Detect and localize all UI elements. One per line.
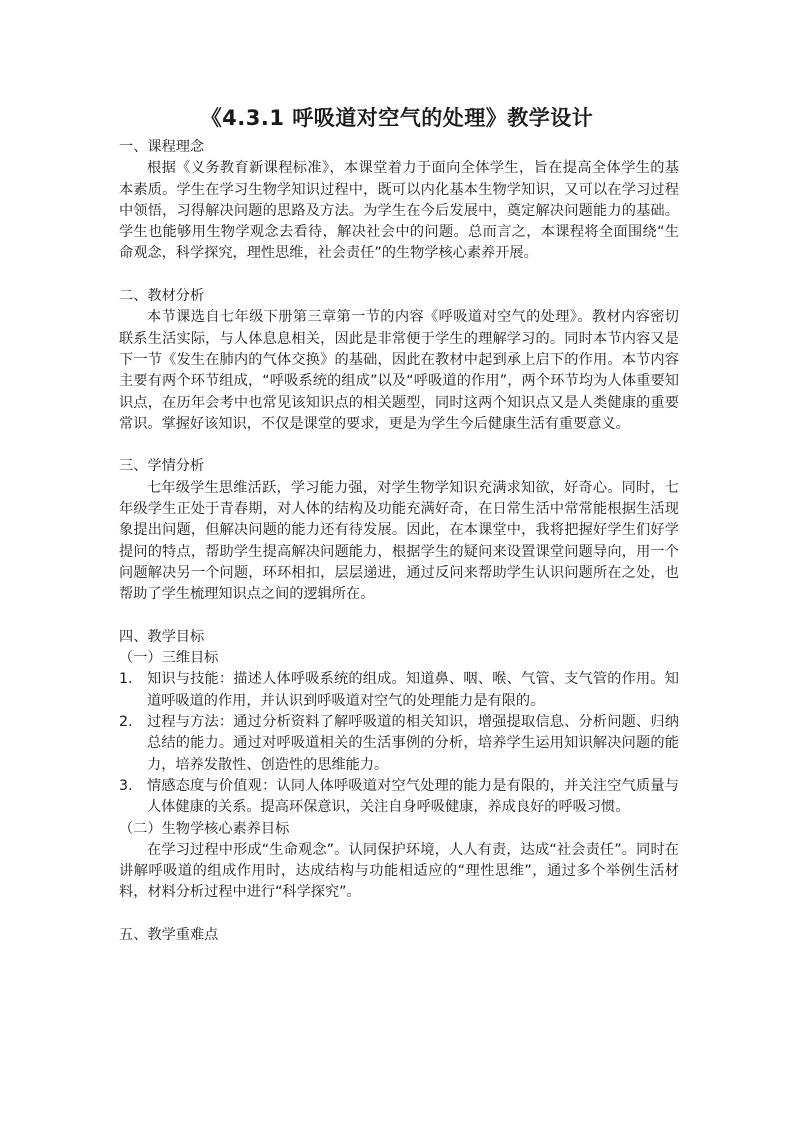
- section-heading-key-difficulties: 五、教学重难点: [119, 926, 219, 943]
- list-item: [119, 776, 679, 819]
- list-item: [119, 712, 679, 776]
- subheading-three-dimensional-goals: （一）三维目标: [119, 650, 219, 667]
- paragraph-textbook-analysis: 本节课选自七年级下册第三章第一节的内容《呼吸道对空气的处理》。教材内容密切联系生活实际，与人体息息相关，因此是非常便于学生的理解学习的。同时本节内容又是下一节《发生在肺内的气体交换》的基础，因此在教材中起到承上启下的作用。本节内容主要有两个环节组成，“呼吸系统的组成”以及“呼吸道的作用”，两个环节均为人体重要知识点，在历年会考中也常见该知识点的相关题型，同时这两个知识点又是人类健康的重要常识。掌握好该知识，不仅是课堂的要求，更是为学生今后健康生活有重要意义。: [119, 309, 679, 432]
- section-heading-course-philosophy: 一、课程理念: [119, 139, 205, 155]
- subheading-core-literacy-goals: （二）生物学核心素养目标: [119, 820, 290, 837]
- list-number: 3.: [119, 777, 133, 794]
- list-number: 1.: [119, 671, 133, 688]
- blank-line: [119, 265, 679, 286]
- blank-line: [119, 606, 679, 627]
- paragraph-student-analysis: 七年级学生思维活跃，学习能力强，对学生物学知识充满求知欲，好奇心。同时，七年级学生正处于青春期，对人体的结构及功能充满好奇，在日常生活中常常能根据生活现象提出问题，但解决问题的能力还有待发展。因此，在本课堂中，我将把握好学生们好学提问的特点，帮助学生提高解决问题能力，根据学生的疑问来设置课堂问题导向，用一个问题解决另一个问题，环环相扣，层层递进，通过反问来帮助学生认识问题所在之处，也帮助了学生梳理知识点之间的逻辑所在。: [119, 479, 679, 603]
- list-item-text: 过程与方法：通过分析资料了解呼吸道的相关知识，增强提取信息、分析问题、归纳总结的能力。通过对呼吸道相关的生活事例的分析，培养学生运用知识解决问题的能力，培养发散性、创造性的思维能力。: [147, 714, 679, 773]
- list-item: [119, 669, 679, 712]
- section-heading-textbook-analysis: 二、教材分析: [119, 288, 205, 305]
- paragraph-course-philosophy: 根据《义务教育新课程标准》，本课堂着力于面向全体学生，旨在提高全体学生的基本素质。学生在学习生物学知识过程中，既可以内化基本生物学知识，又可以在学习过程中领悟，习得解决问题的思路及方法。为学生在今后发展中，奠定解决问题能力的基础。学生也能够用生物学观念去看待，解决社会中的问题。总而言之，本课程将全面围绕“生命观念，科学探究，理性思维，社会责任”的生物学核心素养开展。: [119, 160, 679, 262]
- blank-line: [119, 435, 679, 456]
- list-item-text: 知识与技能：描述人体呼吸系统的组成。知道鼻、咽、喉、气管、支气管的作用。知道呼吸道的作用，并认识到呼吸道对空气的处理能力是有限的。: [147, 671, 679, 709]
- blank-line: [119, 904, 679, 925]
- list-item-text: 情感态度与价值观：认同人体呼吸道对空气处理的能力是有限的，并关注空气质量与人体健康的关系。提高环保意识，关注自身呼吸健康，养成良好的呼吸习惯。: [147, 777, 679, 816]
- list-number: 2.: [119, 714, 133, 731]
- document-body: [119, 137, 679, 946]
- document-title: 《4.3.1 呼吸道对空气的处理》教学设计: [200, 106, 594, 130]
- paragraph-core-literacy-goals: 在学习过程中形成“生命观念”。认同保护环境，人人有责，达成“社会责任”。同时在讲解呼吸道的组成作用时，达成结构与功能相适应的“理性思维”，通过多个举例生活材料，材料分析过程中进行“科学探究”。: [119, 841, 679, 901]
- section-heading-student-analysis: 三、学情分析: [119, 458, 205, 475]
- section-heading-teaching-objectives: 四、教学目标: [119, 628, 205, 645]
